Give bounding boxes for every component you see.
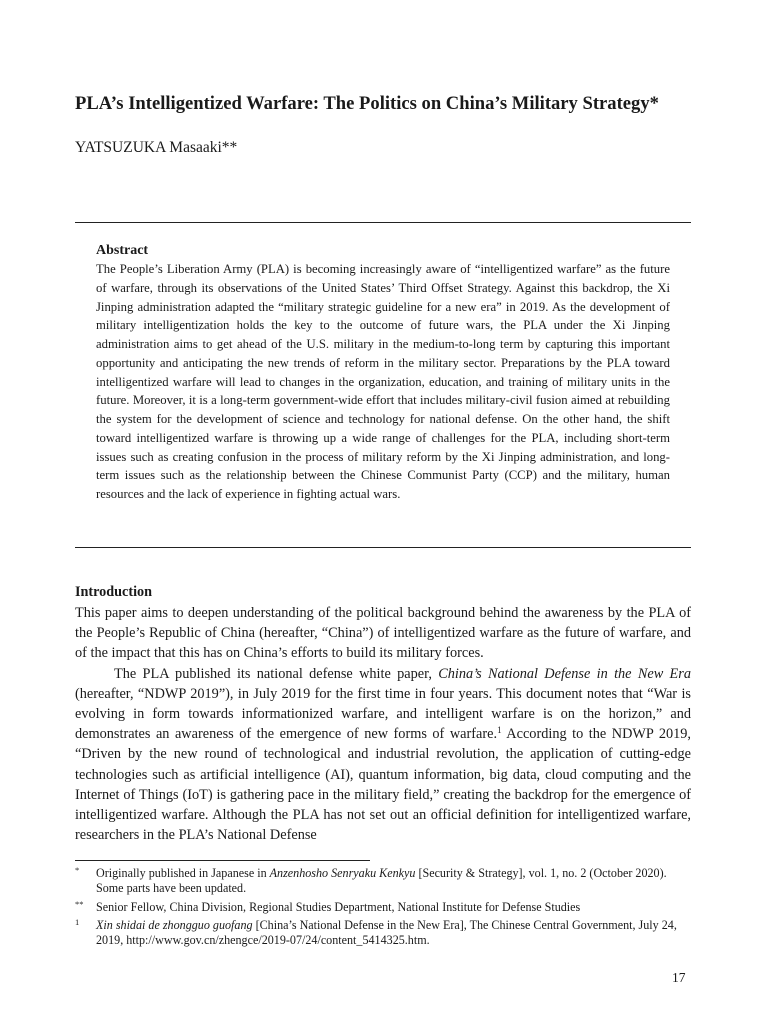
footnote-text-b: [China’s National Defense in the New Era], The Chinese Central Government, July 24, 2019, http://www.gov.cn/zhengce/2019-07/24/content_5414325.htm.	[96, 917, 677, 948]
footnote-reference-1: 1	[497, 725, 502, 736]
footnote-text-b: [Security & Strategy], vol. 1, no. 2 (October 2020). Some parts have been updated.	[96, 866, 667, 896]
footnote-text	[96, 900, 691, 915]
footnote-italic: Xin shidai de zhongguo guofang	[96, 917, 253, 932]
footnote-text	[96, 918, 691, 949]
abstract-body: The People’s Liberation Army (PLA) is becoming increasingly aware of “intelligentized warfare” as the future of warfare, through its observations of the United States’ Third Offset Strategy. Against this backdrop, the Xi Jinping administration adapted the “military strategic guideline for a new era” in 2019. As the development of military intelligentization holds the key to the outcome of future wars, the PLA under the Xi Jinping administration aims to get ahead of the U.S. military in the medium-to-long term by capturing this important opportunity and anticipating the new trends of reform in the military sector. Preparations by the PLA toward intelligentized warfare will lead to changes in the organization, education, and training of military units in the future. Moreover, it is a long-term government-wide effort that includes military-civil fusion aimed at rebuilding the system for the development of science and technology for national defense. On the other hand, the shift toward intelligentized warfare is throwing up a wide range of challenges for the PLA, including short-term issues such as creating confusion in the process of military reform by the Xi Jinping administration, and long-term issues such as the relationship between the Chinese Communist Party (CCP) and the military, human resources and the lack of experience in fighting actual wars.	[96, 262, 670, 501]
white-paper-title: China’s National Defense in the New Era	[438, 665, 691, 682]
footnote-separator	[75, 860, 370, 861]
abstract-bottom-rule	[75, 547, 691, 548]
footnote-mark: *	[75, 865, 80, 875]
paper-title: PLA’s Intelligentized Warfare: The Politics on China’s Military Strategy*	[75, 93, 659, 114]
footnote-mark: 1	[75, 916, 80, 927]
abstract-heading: Abstract	[96, 243, 149, 258]
paper-author: YATSUZUKA Masaaki**	[75, 139, 238, 156]
introduction-paragraph-2	[75, 664, 691, 846]
paragraph-2-text-a: The PLA published its national defense white paper,	[114, 665, 439, 682]
footnote-1	[75, 918, 691, 949]
footnote-mark: **	[75, 898, 84, 909]
footnotes	[75, 866, 691, 951]
footnote-double-asterisk	[75, 900, 691, 915]
footnote-text-a: Senior Fellow, China Division, Regional Studies Department, National Institute for Defense Studies	[96, 899, 581, 914]
abstract-top-rule	[75, 222, 691, 223]
footnote-text	[96, 866, 691, 897]
introduction-heading: Introduction	[75, 584, 152, 600]
paragraph-2-text-b: (hereafter, “NDWP 2019”), in July 2019 for the first time in four years. This document notes that “War is evolving in form towards informationized warfare, and intelligent warfare is on the horizon,” and demonstrates an awareness of the emergence of new forms of warfare.	[75, 685, 691, 743]
abstract-section	[96, 241, 670, 504]
introduction-body	[75, 603, 691, 845]
footnote-text-a: Originally published in Japanese in	[96, 866, 270, 880]
paragraph-2-text-c: According to the NDWP 2019, “Driven by the new round of technological and industrial revolution, the application of cutting-edge technologies such as artificial intelligence (AI), quantum information, big data, cloud computing and the Internet of Things (IoT) is gathering pace in the military field,” creating the backdrop for the emergence of intelligentized warfare. Although the PLA has not set out an official definition for intelligentized warfare, researchers in the PLA’s National Defense	[75, 726, 692, 844]
page-number: 17	[672, 970, 686, 985]
introduction-paragraph-1: This paper aims to deepen understanding of the political background behind the awareness by the PLA of the People’s Republic of China (hereafter, “China”) of intelligentized warfare as the future of warfare, and of the impact that this has on China’s efforts to build its military forces.	[75, 605, 691, 662]
footnote-italic: Anzenhosho Senryaku Kenkyu	[269, 866, 416, 880]
footnote-asterisk	[75, 866, 691, 897]
